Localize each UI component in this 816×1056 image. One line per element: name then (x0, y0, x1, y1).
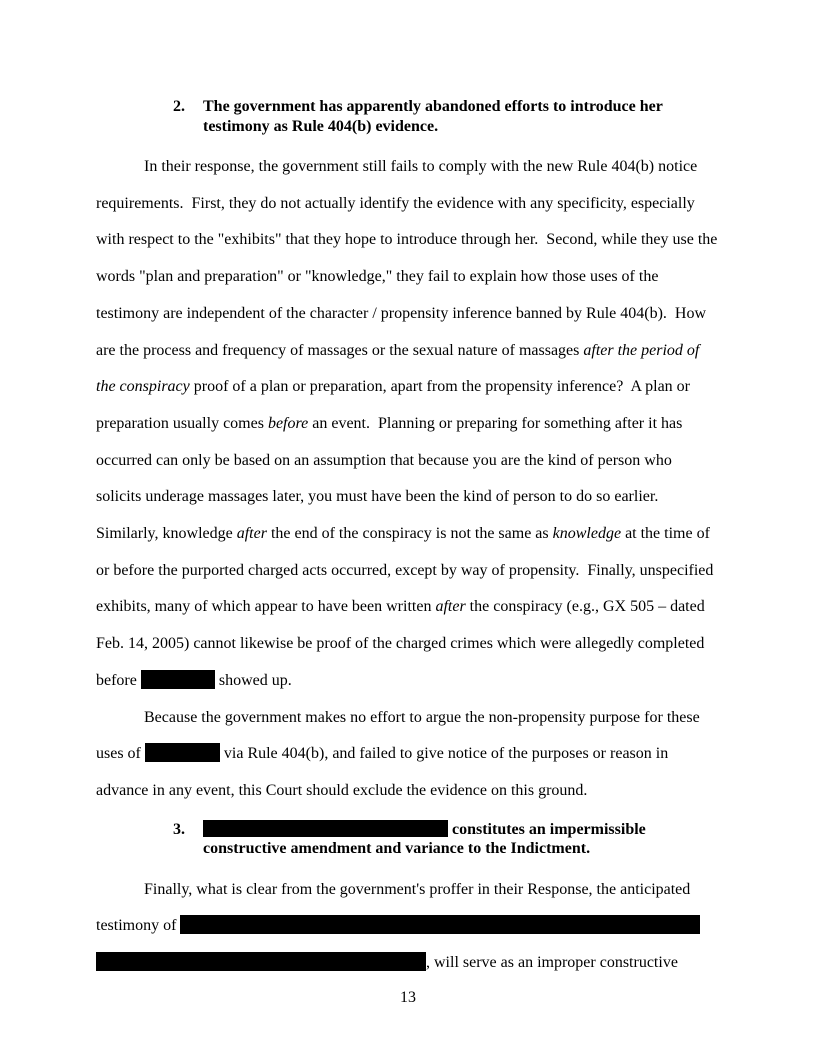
redaction-bar (96, 952, 426, 971)
paragraph-exclude-evidence (96, 700, 720, 810)
text-run: after (435, 598, 466, 616)
paragraph-constructive-amendment (96, 872, 720, 982)
paragraph-rule404b-notice (96, 149, 720, 700)
page-number: 13 (400, 989, 416, 1006)
heading-text: The government has apparently abandoned efforts to introduce her testimony as Rule 404(b) evidence. (203, 98, 667, 135)
heading-number: 2. (173, 98, 185, 115)
redaction-bar (141, 670, 215, 689)
text-run: In their response, the government still fails to comply with the new Rule 404(b) notice requirements. First, they do not actually identify the evidence with any specificity, especially with respect to the "exhibits" that they hope to introduce through her. Second, while they use the words "plan and preparation" or "knowledge," they fail to explain how those uses of the testimony are independent of the character / propensity inference banned by Rule 404(b). How are the process and frequency of massages or the sexual nature of massages (96, 158, 722, 359)
text-run: the end of the conspiracy is not the same as (266, 525, 553, 543)
text-run: after the period of the conspiracy (96, 341, 704, 396)
text-run: at the time of or before the purported charged acts occurred, except by way of propensity. Finally, unspecified exhibits, many of which appear to have been written (96, 525, 718, 616)
text-run: knowledge (552, 525, 622, 543)
text-run: the conspiracy (e.g., GX 505 – dated Feb. 14, 2005) cannot likewise be proof of the charged crimes which were allegedly completed before (96, 598, 709, 689)
text-run: showed up. (214, 671, 292, 689)
text-run (700, 917, 704, 934)
text-run: via Rule 404(b), and failed to give notice of the purposes or reason in advance in any event, this Court should exclude the evidence on this ground. (96, 745, 673, 799)
heading-text-redacted (203, 820, 683, 859)
heading-number: 3. (173, 820, 185, 838)
text-run: constitutes an impermissible constructive amendment and variance to the Indictment. (203, 820, 650, 858)
text-run: proof of a plan or preparation, apart from the propensity inference? A plan or preparation usually comes (96, 378, 695, 432)
text-run: an event. Planning or preparing for something after it has occurred can only be based on an assumption that because you are the kind of person who solicits underage massages later, you must have been the kind of person to do so earlier. Similarly, knowledge (96, 414, 687, 543)
text-run: after (236, 525, 267, 543)
redaction-bar (145, 743, 220, 762)
section-heading-2 (173, 97, 720, 136)
text-run: Because the government makes no effort to argue the non-propensity purpose for these uses of (96, 708, 704, 763)
text-run: , will serve as an improper constructive (426, 954, 678, 972)
text-run: before (267, 414, 309, 432)
section-heading-3 (173, 820, 720, 859)
text-run: Finally, what is clear from the government's proffer in their Response, the anticipated testimony of (96, 880, 695, 935)
redaction-bar (203, 820, 448, 837)
redaction-bar (180, 915, 700, 934)
